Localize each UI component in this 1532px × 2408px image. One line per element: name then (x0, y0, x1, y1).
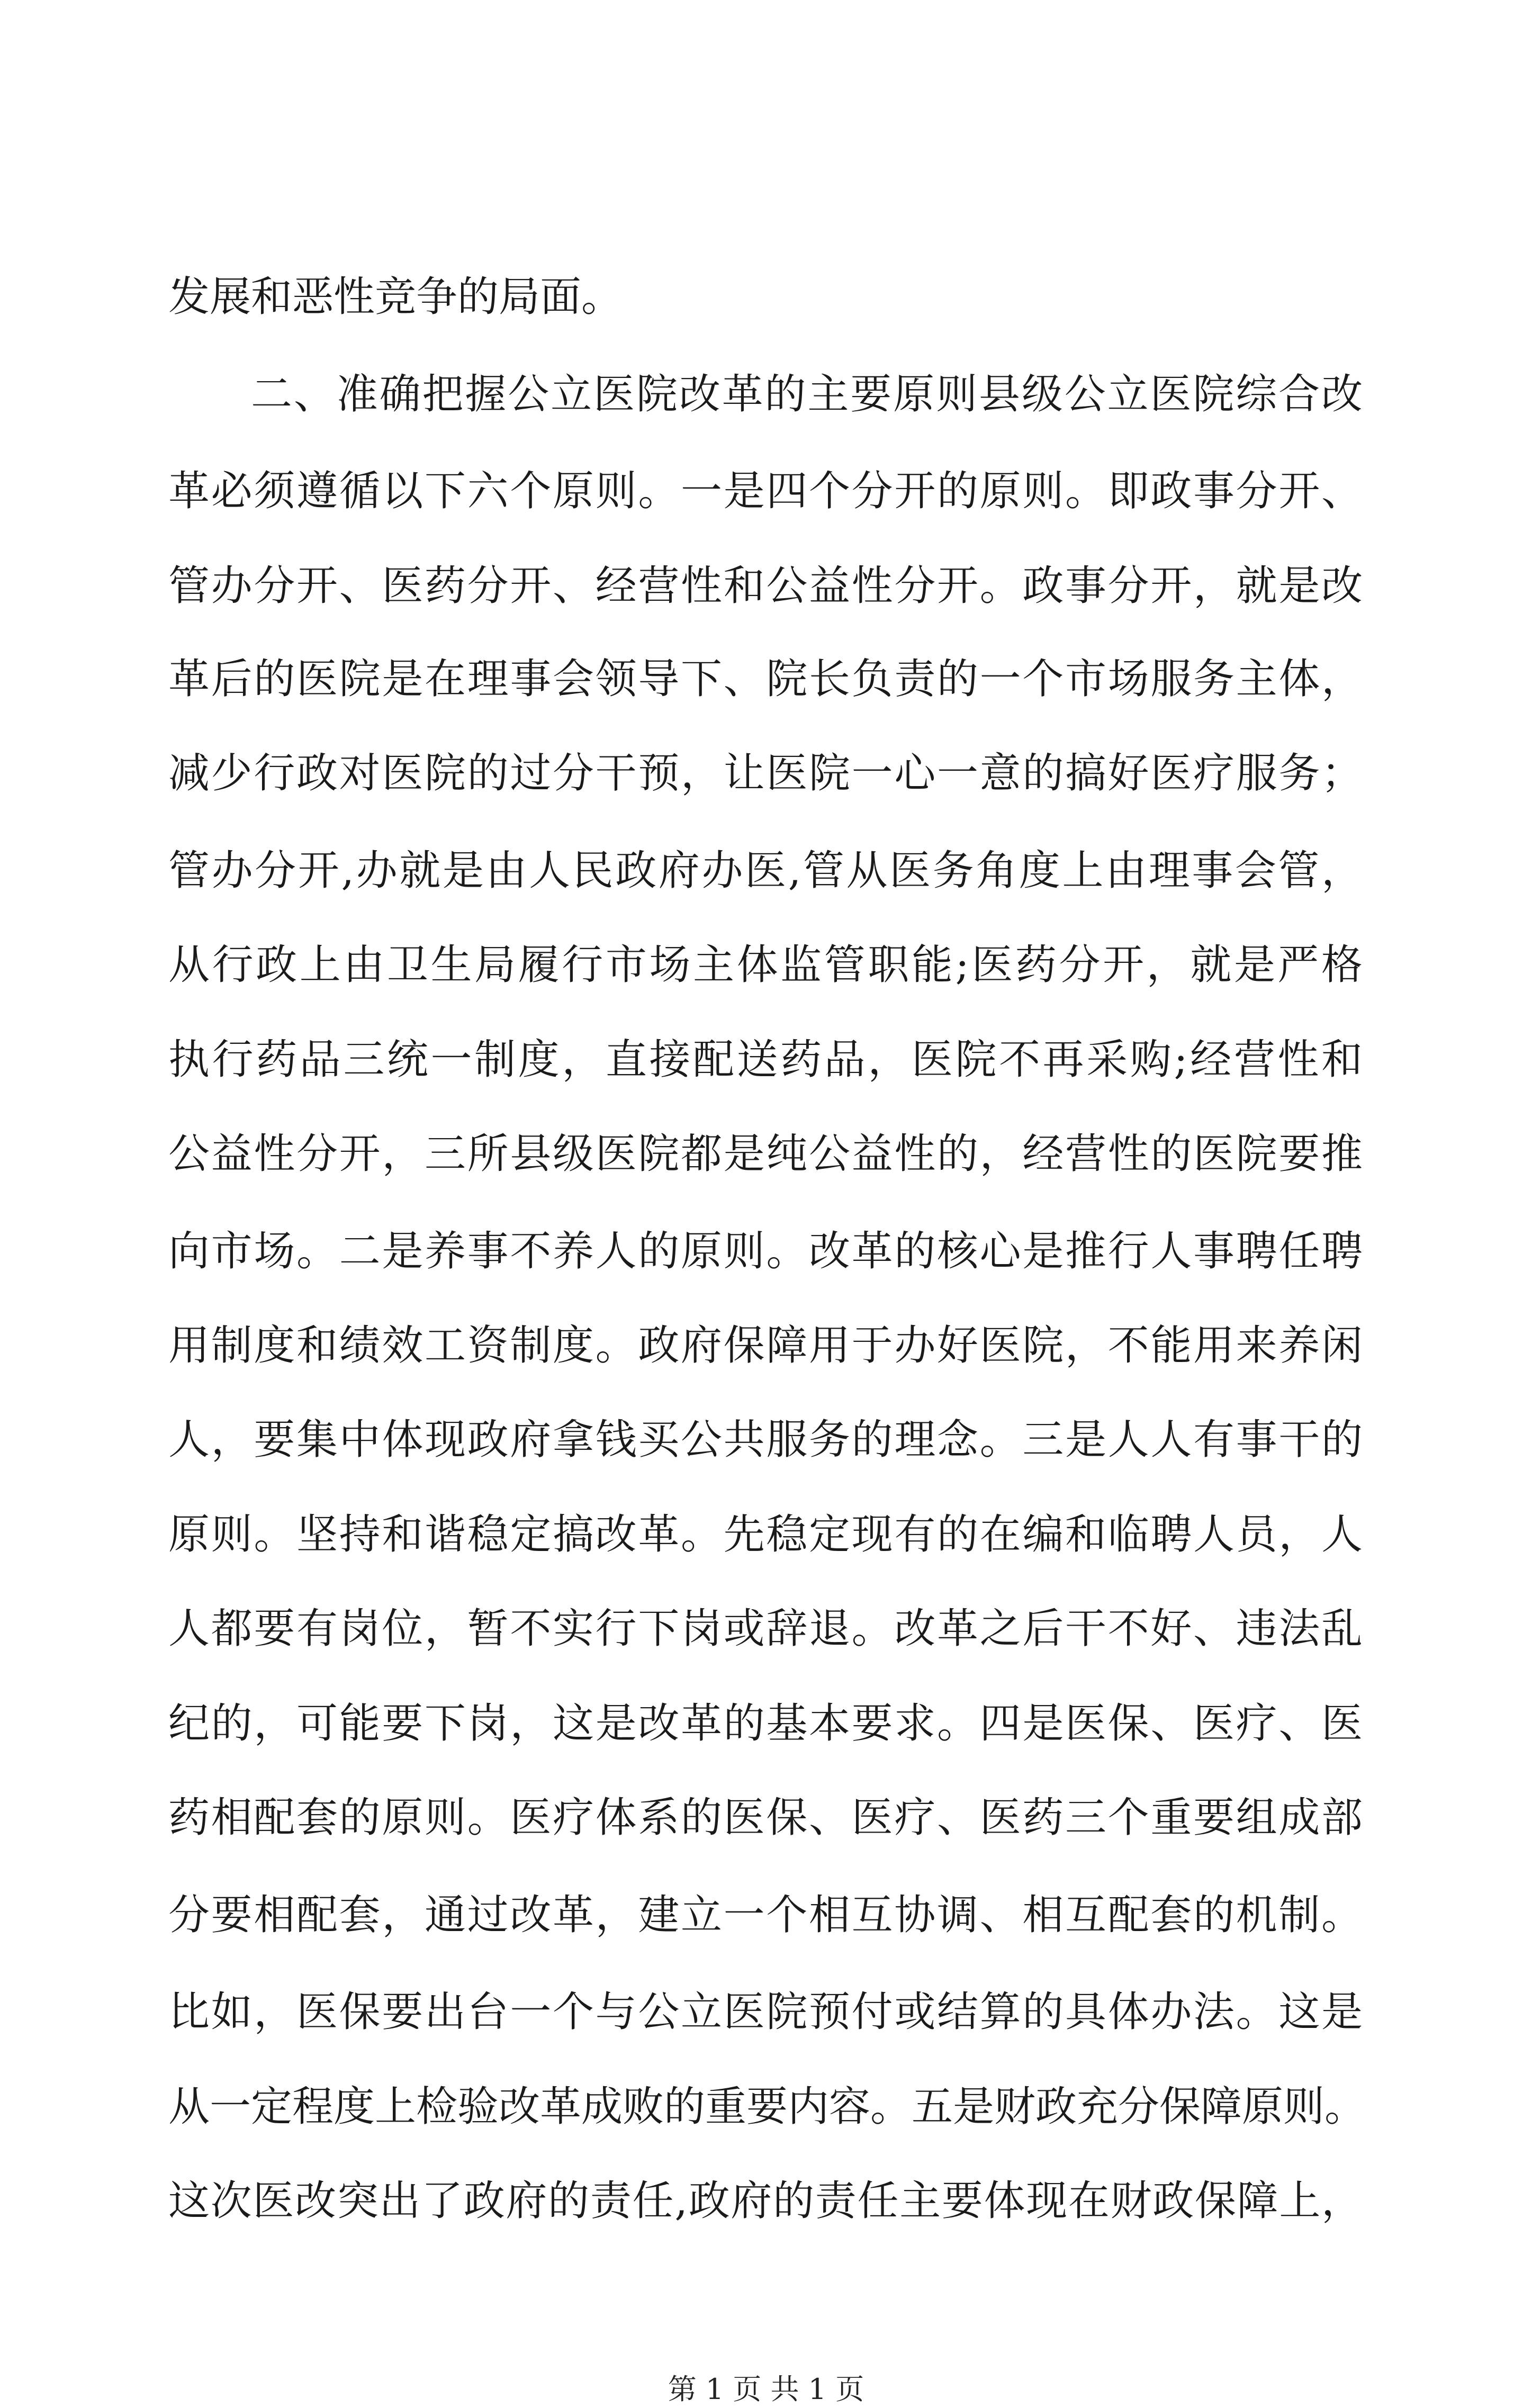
text-line: 从行政上由卫生局履行市场主体监管职能;医药分开，就是严格 (168, 941, 1363, 989)
text-line: 分要相配套，通过改革，建立一个相互协调、相互配套的机制。 (168, 1891, 1363, 1939)
text-line: 原则。坚持和谐稳定搞改革。先稳定现有的在编和临聘人员，人 (168, 1511, 1363, 1558)
text-line: 发展和恶性竞争的局面。 (168, 273, 623, 321)
text-line: 革后的医院是在理事会领导下、院长负责的一个市场服务主体， (168, 655, 1363, 703)
text-line: 人，要集中体现政府拿钱买公共服务的理念。三是人人有事干的 (168, 1416, 1363, 1464)
text-line: 公益性分开，三所县级医院都是纯公益性的，经营性的医院要推 (168, 1130, 1363, 1178)
text-line: 用制度和绩效工资制度。政府保障用于办好医院，不能用来养闲 (168, 1322, 1363, 1369)
text-line: 这次医改突出了政府的责任,政府的责任主要体现在财政保障上， (168, 2177, 1363, 2225)
text-line: 减少行政对医院的过分干预，让医院一心一意的搞好医疗服务； (168, 750, 1363, 797)
page-footer: 第 1 页 共 1 页 (668, 2373, 864, 2406)
paragraph-start-line: 二、准确把握公立医院改革的主要原则县级公立医院综合改 (251, 371, 1363, 418)
text-line: 从一定程度上检验改革成败的重要内容。五是财政充分保障原则。 (168, 2083, 1366, 2131)
text-line: 管办分开、医药分开、经营性和公益性分开。政事分开，就是改 (168, 562, 1363, 610)
text-line: 向市场。二是养事不养人的原则。改革的核心是推行人事聘任聘 (168, 1228, 1363, 1275)
text-line: 人都要有岗位，暂不实行下岗或辞退。改革之后干不好、违法乱 (168, 1605, 1363, 1653)
text-line: 比如，医保要出台一个与公立医院预付或结算的具体办法。这是 (168, 1988, 1363, 2036)
text-line: 纪的，可能要下岗，这是改革的基本要求。四是医保、医疗、医 (168, 1700, 1363, 1747)
text-line: 管办分开,办就是由人民政府办医,管从医务角度上由理事会管， (168, 847, 1363, 895)
text-line: 药相配套的原则。医疗体系的医保、医疗、医药三个重要组成部 (168, 1794, 1363, 1842)
text-line: 执行药品三统一制度，直接配送药品，医院不再采购;经营性和 (168, 1036, 1363, 1084)
text-line: 革必须遵循以下六个原则。一是四个分开的原则。即政事分开、 (168, 467, 1363, 515)
